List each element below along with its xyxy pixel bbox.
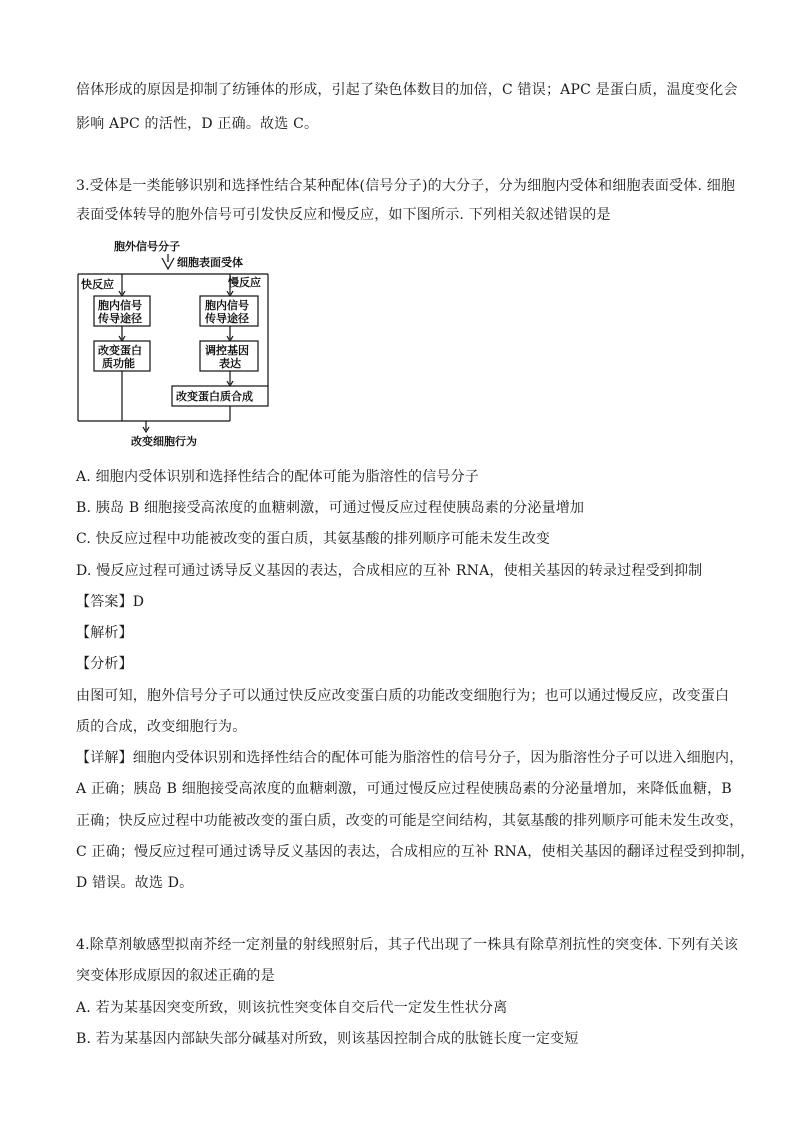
q3-stem-line-2: 表面受体转导的胞外信号可引发快反应和慢反应，如下图所示. 下列相关叙述错误的是 <box>76 207 611 223</box>
diagram-right-box-1-line-1: 胞内信号 <box>205 299 249 312</box>
q4-stem-line-2: 突变体形成原因的叙述正确的是 <box>76 968 275 984</box>
prev-explanation-line-1: 倍体形成的原因是抑制了纺锤体的形成，引起了染色体数目的加倍，C 错误；APC 是蛋白质，温度变化会 <box>76 82 738 98</box>
diagram-right-box-2-line-1: 调控基因 <box>205 344 249 357</box>
q3-detail-line-1: 【详解】细胞内受体识别和选择性结合的配体可能为脂溶性的信号分子，因为脂溶性分子可以进入细胞内， <box>76 750 744 766</box>
diagram-receptor-label: 细胞表面受体 <box>177 256 243 269</box>
q3-detail-line-5: D 错误。故选 D。 <box>76 875 194 891</box>
q3-analysis-line-2: 质的合成，改变细胞行为。 <box>76 719 247 735</box>
prev-explanation-line-2: 影响 APC 的活性，D 正确。故选 C。 <box>76 116 319 132</box>
q3-option-a: A. 细胞内受体识别和选择性结合的配体可能为脂溶性的信号分子 <box>76 469 480 485</box>
q3-answer: 【答案】D <box>76 594 145 610</box>
q3-stem-line-1: 3.受体是一类能够识别和选择性结合某种配体(信号分子)的大分子，分为细胞内受体和细胞表面受体. 细胞 <box>76 178 736 194</box>
q3-detail-line-3: 正确；快反应过程中功能被改变的蛋白质，改变的可能是空间结构，其氨基酸的排列顺序可能未发生改变， <box>76 813 744 829</box>
diagram-left-box-1-line-1: 胞内信号 <box>98 299 142 312</box>
q4-stem-line-1: 4.除草剂敏感型拟南芥经一定剂量的射线照射后，其子代出现了一株具有除草剂抗性的突变体. 下列有关该 <box>76 937 739 953</box>
diagram-signal-label: 胞外信号分子 <box>114 240 180 253</box>
diagram-right-box-2-line-2: 表达 <box>219 357 241 370</box>
q4-option-b: B. 若为某基因内部缺失部分碱基对所致，则该基因控制合成的肽链长度一定变短 <box>76 1031 579 1047</box>
diagram-main-arrow <box>162 254 174 269</box>
signal-pathway-diagram <box>76 236 286 451</box>
q3-fenxi-heading: 【分析】 <box>76 656 133 672</box>
diagram-right-box-3-label: 改变蛋白质合成 <box>176 390 253 403</box>
diagram-left-box-2-line-1: 改变蛋白 <box>98 344 142 357</box>
diagram-fast-label: 快反应 <box>81 278 114 291</box>
q3-option-c: C. 快反应过程中功能被改变的蛋白质，其氨基酸的排列顺序可能未发生改变 <box>76 531 551 547</box>
diagram-left-box-2-line-2: 质功能 <box>102 357 135 370</box>
diagram-left-box-1-line-2: 传导途径 <box>98 312 142 325</box>
q3-detail-line-4: C 正确；慢反应过程可通过诱导反义基因的表达，合成相应的互补 RNA，使相关基因的翻译过程受到抑制， <box>76 844 755 860</box>
q3-jiexi-heading: 【解析】 <box>76 625 133 641</box>
q3-analysis-line-1: 由图可知，胞外信号分子可以通过快反应改变蛋白质的功能改变细胞行为；也可以通过慢反应，改变蛋白 <box>76 688 730 704</box>
q4-option-a: A. 若为某基因突变所致，则该抗性突变体自交后代一定发生性状分离 <box>76 1000 508 1016</box>
diagram-right-box-1-line-2: 传导途径 <box>205 312 249 325</box>
q3-option-d: D. 慢反应过程可通过诱导反义基因的表达，合成相应的互补 RNA，使相关基因的转录过程受到抑制 <box>76 563 703 579</box>
diagram-result-label: 改变细胞行为 <box>131 435 197 448</box>
diagram-slow-label: 慢反应 <box>228 276 261 289</box>
q3-option-b: B. 胰岛 B 细胞接受高浓度的血糖刺激，可通过慢反应过程使胰岛素的分泌量增加 <box>76 500 585 516</box>
q3-detail-line-2: A 正确；胰岛 B 细胞接受高浓度的血糖刺激，可通过慢反应过程使胰岛素的分泌量增加，来降低血糖，B <box>76 781 732 797</box>
